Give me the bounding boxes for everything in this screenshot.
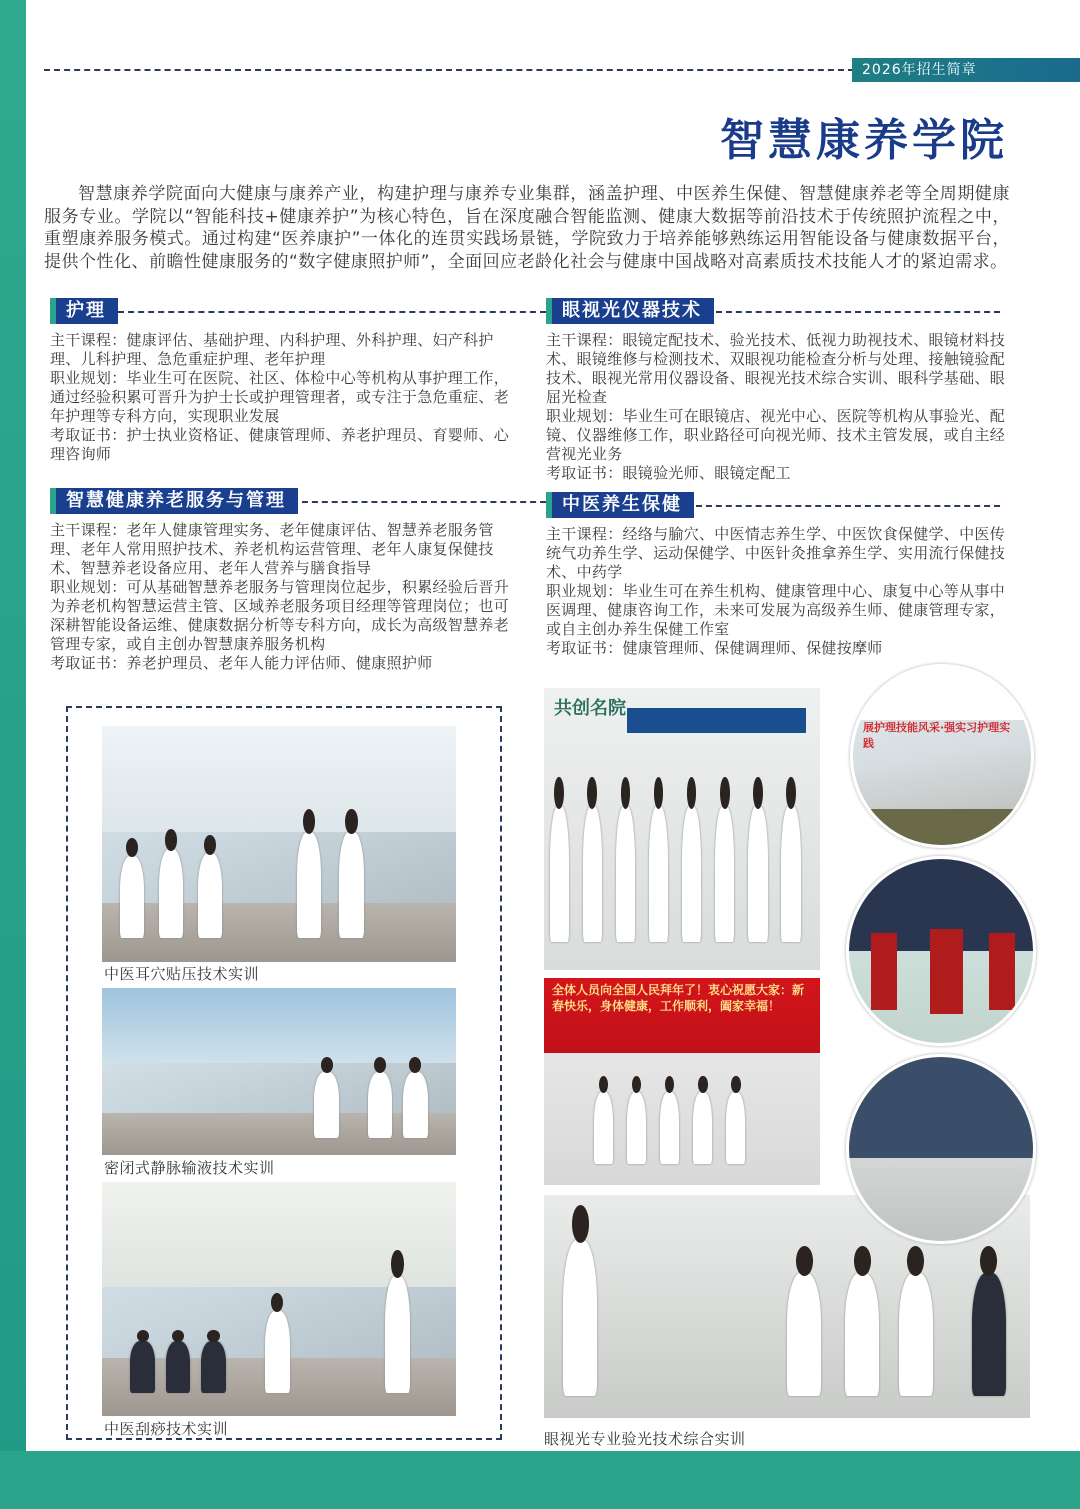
- section-nursing: [50, 298, 510, 464]
- page-title: 智慧康养学院: [720, 115, 1008, 166]
- section-certificates: 考取证书：护士执业资格证、健康管理师、养老护理员、育婴师、心理咨询师: [50, 426, 510, 463]
- section-certificates: 考取证书：眼镜验光师、眼镜定配工: [546, 464, 791, 482]
- section-courses: 主干课程：眼镜定配技术、验光技术、低视力助视技术、眼镜材料技术、眼镜维修与检测技术、双眼视功能检查分析与处理、接触镜验配技术、眼视光常用仪器设备、眼视光技术综合实训、眼科学基础、眼屈光检查: [546, 331, 1006, 406]
- photo-gua-sha-training: [102, 1182, 456, 1416]
- section-career: 职业规划：毕业生可在眼镜店、视光中心、医院等机构从事验光、配镜、仪器维修工作，职业路径可向视光师、技术主管发展，或自主经营视光业务: [546, 407, 1006, 463]
- section-career: 职业规划：毕业生可在医院、社区、体检中心等机构从事护理工作，通过经验积累可晋升为护士长或护理管理者，或专注于急危重症、老年护理等专科方向，实现职业发展: [50, 369, 510, 425]
- round-photo-banner: 展护理技能风采·强实习护理实践: [863, 721, 1011, 750]
- photo-sign-text: 共创名院: [554, 698, 626, 719]
- round-photo-eye-exam: [846, 1054, 1036, 1244]
- section-optometry: [546, 298, 1006, 483]
- section-title: 眼视光仪器技术: [546, 298, 714, 324]
- round-photo-skills-award: [850, 664, 1034, 848]
- photo-iv-infusion-training: [102, 988, 456, 1155]
- photo-banner-text: 全体人员向全国人民拜年了！衷心祝愿大家：新春快乐，身体健康，工作顺利，阖家幸福！: [552, 983, 805, 1013]
- section-title: 智慧健康养老服务与管理: [50, 488, 298, 514]
- year-badge: 2026年招生简章: [852, 58, 1080, 82]
- section-courses: 主干课程：经络与腧穴、中医情志养生学、中医饮食保健学、中医传统气功养生学、运动保健学、中医针灸推拿养生学、实用流行保健技术、中药学: [546, 525, 1006, 581]
- section-certificates: 考取证书：健康管理师、保健调理师、保健按摩师: [546, 639, 883, 657]
- section-title: 护理: [50, 298, 118, 324]
- photo-caption: 中医耳穴贴压技术实训: [104, 965, 260, 983]
- section-career: 职业规划：毕业生可在养生机构、健康管理中心、康复中心等从事中医调理、健康咨询工作，未来可发展为高级养生师、健康管理专家，或自主创办养生保健工作室: [546, 582, 1006, 638]
- header-divider: [44, 69, 854, 71]
- section-courses: 主干课程：老年人健康管理实务、老年健康评估、智慧养老服务管理、老年人常用照护技术、养老机构运营管理、老年人康复保健技术、智慧养老设备应用、老年人营养与膳食指导: [50, 521, 494, 577]
- section-divider: [696, 505, 1000, 507]
- photo-ear-acupressure-training: [102, 726, 456, 962]
- section-divider: [716, 311, 1000, 313]
- intro-paragraph: 智慧康养学院面向大健康与康养产业，构建护理与康养专业集群，涵盖护理、中医养生保健、智慧健康养老等全周期健康服务专业。学院以“智能科技+健康养护”为核心特色，旨在深度融合智能监测、健康大数据等前沿技术于传统照护流程之中，重塑康养服务模式。通过构建“医养康护”一体化的连贯实践场景链，学院致力于培养能够熟练运用智能设备与健康数据平台，提供个性化、前瞻性健康服务的“数字健康照护师”，全面回应老龄化社会与健康中国战略对高素质技术技能人才的紧迫需求。: [44, 184, 1010, 272]
- section-divider: [118, 311, 546, 313]
- round-photo-pennants: [846, 856, 1036, 1046]
- photo-caption: 密闭式静脉输液技术实训: [104, 1159, 275, 1177]
- photo-caption: 中医刮痧技术实训: [104, 1420, 229, 1438]
- left-accent-bar: [0, 0, 26, 1509]
- section-title: 中医养生保健: [546, 492, 694, 518]
- section-smart-elderly-care: [50, 488, 510, 673]
- photo-group-hospital-visit: [544, 688, 820, 970]
- section-career: 职业规划：可从基础智慧养老服务与管理岗位起步，积累经验后晋升为养老机构智慧运营主管、区域养老服务项目经理等管理岗位；也可深耕智能设备运维、健康数据分析等专科方向，成长为高级智慧养老管理专家，或自主创办智慧康养服务机构: [50, 578, 510, 653]
- photo-new-year-greeting: [544, 978, 820, 1185]
- section-divider: [302, 501, 546, 503]
- section-certificates: 考取证书：养老护理员、老年人能力评估师、健康照护师: [50, 654, 433, 672]
- photo-caption: 眼视光专业验光技术综合实训: [544, 1430, 746, 1448]
- section-courses: 主干课程：健康评估、基础护理、内科护理、外科护理、妇产科护理、儿科护理、急危重症护理、老年护理: [50, 331, 494, 368]
- section-tcm-health: [546, 492, 1006, 658]
- bottom-accent-bar: [0, 1451, 1080, 1509]
